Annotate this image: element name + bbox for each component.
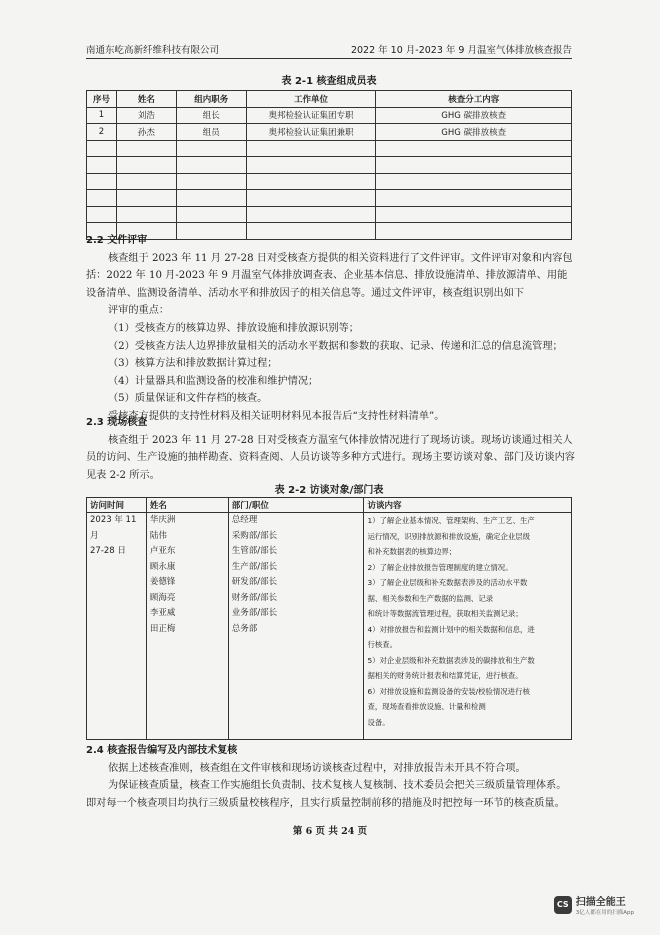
table-cell [87, 190, 117, 207]
table-cell [246, 190, 376, 207]
table-cell [116, 206, 176, 223]
interview-content-line: 和补充数据表的核算边界； [367, 547, 457, 556]
interview-content-line: 1）了解企业基本情况、管理架构、生产工艺、生产 [367, 516, 535, 525]
section-heading: 2.2 文件评审 [86, 235, 148, 246]
section-2-2 [86, 232, 576, 426]
interviewee-dept: 业务部/部长 [231, 608, 278, 618]
company-name: 南通东屹高新纤维科技有限公司 [86, 45, 220, 56]
table2-caption: 表 2-2 访谈对象/部门表 [274, 485, 384, 496]
col-header: 组内职务 [176, 91, 246, 108]
visit-time: 27-28 日 [90, 546, 126, 556]
table-row [87, 124, 572, 141]
page-header [86, 38, 572, 59]
interview-content-line: 3）了解企业层级和补充数据表涉及的活动水平数 [367, 578, 528, 587]
table-cell [246, 157, 376, 174]
interview-content-line: 查，现场查看排放设施、计量和检测 [367, 702, 486, 711]
scanner-watermark [554, 893, 634, 916]
section-heading: 2.4 核查报告编写及内部技术复核 [86, 745, 238, 756]
table-cell [87, 140, 117, 157]
table-cell: 刘浩 [116, 107, 176, 124]
table-cell [87, 173, 117, 190]
table-row [87, 206, 572, 223]
table-cell [246, 206, 376, 223]
interview-content-line: 6）对排放设施和监测设备的安装/校验情况进行核 [367, 686, 530, 696]
table-cell [116, 173, 176, 190]
table-cell [246, 140, 376, 157]
table-cell [116, 140, 176, 157]
interviewee-dept: 财务部/部长 [231, 592, 278, 603]
table1-caption: 表 2-1 核查组成员表 [281, 76, 377, 87]
table-cell [176, 173, 246, 190]
table-cell: 组员 [176, 124, 246, 141]
table-cell [376, 140, 572, 157]
scanner-app-name: 扫描全能王 [575, 897, 626, 908]
table-row [87, 140, 572, 157]
table-row [87, 513, 572, 740]
team-members-table [86, 90, 572, 240]
depts-cell [228, 513, 364, 740]
table2-header-row [87, 498, 572, 513]
list-item: （2）受核查方法人边界排放量相关的活动水平数据和参数的获取、记录、传递和汇总的信息流管理； [108, 340, 563, 352]
col-header: 姓名 [116, 91, 176, 108]
interviewee-name: 卢亚东 [149, 546, 176, 556]
table-cell [376, 190, 572, 207]
col-header: 访谈内容 [364, 498, 572, 513]
col-header: 序号 [87, 91, 117, 108]
col-header: 工作单位 [246, 91, 376, 108]
col-header: 部门/职位 [228, 498, 364, 513]
table-cell: 组长 [176, 107, 246, 124]
table-cell [87, 157, 117, 174]
table-cell [176, 206, 246, 223]
table-cell: GHG 碳排放核查 [376, 124, 572, 141]
table-cell: 奥邦检验认证集团专职 [246, 107, 376, 124]
interview-content-line: 4）对排放报告和监测计划中的相关数据和信息，进 [367, 624, 535, 634]
interview-content-line: 据、相关参数和生产数据的监测、记录 [367, 593, 494, 603]
table-cell: 孙杰 [116, 124, 176, 141]
scanner-logo-icon: CS [554, 896, 572, 914]
paragraph: 评审的重点： [108, 305, 170, 317]
paragraph: 核查组于 2023 年 11 月 27-28 日对受核查方温室气体排放情况进行了现场访谈。现场访谈通过相关人员的访问、生产设施的抽样勘查、资料查阅、人员访谈等多种方式进行。现场主要访谈对象、部门及访谈内容见表 2-2 所示。 [86, 434, 575, 481]
table-cell [376, 206, 572, 223]
interview-content-line: 设备。 [367, 717, 390, 727]
names-cell [146, 513, 228, 740]
interviewee-dept: 生产部/部长 [231, 561, 278, 572]
interviewee-dept: 总务部 [231, 623, 258, 634]
table-cell [116, 190, 176, 207]
interviewee-name: 姜德锋 [149, 577, 176, 587]
interviewee-name: 陆伟 [149, 530, 167, 541]
content-cell [364, 513, 572, 740]
table-row [87, 157, 572, 174]
interviewee-name: 田正梅 [149, 623, 176, 634]
interviewee-name: 华庆洲 [149, 515, 176, 525]
list-item: （4）计量器具和监测设备的校准和维护情况； [108, 375, 319, 387]
report-title: 2022 年 10 月-2023 年 9 月温室气体排放核查报告 [350, 45, 572, 56]
visit-time: 2023 年 11 月 [90, 515, 137, 541]
paragraph: 受核查方提供的支持性材料及相关证明材料见本报告后“支持性材料清单”。 [108, 410, 445, 422]
col-header: 核查分工内容 [376, 91, 572, 108]
visit-time-cell [87, 513, 147, 740]
table-cell [246, 173, 376, 190]
paragraph: 核查组于 2023 年 11 月 27-28 日对受核查方提供的相关资料进行了文件评审。文件评审对象和内容包括：2022 年 10 月-2023 年 9 月温室气体排放调查表、企业基本信息、排放设施清单、排放源清单、用能设备清单、监测设备清单、活动水平和排放因子的相关信息等。通过文件评审，核查组识别出如下 [86, 252, 573, 299]
section-heading: 2.3 现场核查 [86, 417, 148, 428]
section-2-4 [86, 742, 576, 812]
interviewee-name: 顾永康 [149, 561, 176, 572]
table-cell [87, 206, 117, 223]
col-header: 访问时间 [87, 498, 147, 513]
interviewee-dept: 采购部/部长 [231, 530, 278, 541]
table-row [87, 173, 572, 190]
list-item: （1）受核查方的核算边界、排放设施和排放源识别等； [108, 322, 359, 334]
interview-content-line: 行核查。 [367, 640, 398, 649]
table-cell [376, 173, 572, 190]
paragraph: 依据上述核查准则，核查组在文件审核和现场访谈核查过程中，对排放报告未开具不符合项。 [108, 762, 526, 774]
scanner-app-slogan: 3亿人都在用的扫描App [575, 910, 634, 916]
section-2-3 [86, 414, 576, 484]
page-number: 第 6 页 共 24 页 [292, 826, 368, 837]
interviewee-dept: 生管部/部长 [231, 546, 278, 556]
table-cell [176, 140, 246, 157]
interview-content-line: 据相关的财务统计报表和结算凭证，进行核查。 [367, 671, 523, 680]
table1-header-row [87, 91, 572, 108]
table-cell [376, 157, 572, 174]
table-cell [116, 157, 176, 174]
table-cell: 2 [87, 124, 117, 141]
paragraph: 为保证核查质量，核查工作实施组长负责制、技术复核人复核制、技术委员会把关三级质量管理体系。即对每一个核查项目均执行三级质量校核程序，且实行质量控制前移的措施及时把控每一环节的核查质量。 [86, 780, 567, 809]
table-row [87, 107, 572, 124]
table-cell: 奥邦检验认证集团兼职 [246, 124, 376, 141]
list-item: （3）核算方法和排放数据计算过程； [108, 358, 278, 370]
interview-table [86, 497, 572, 740]
interviewee-dept: 研发部/部长 [231, 577, 278, 587]
table-cell [176, 157, 246, 174]
interview-content-line: 和统计等数据流管理过程，获取相关监测记录； [367, 609, 523, 618]
interviewee-dept: 总经理 [231, 515, 258, 525]
table-row [87, 190, 572, 207]
table-cell: GHG 碳排放核查 [376, 107, 572, 124]
interview-content-line: 5）对企业层级和补充数据表涉及的碳排放和生产数 [367, 655, 535, 665]
table-cell: 1 [87, 107, 117, 124]
table-cell [176, 190, 246, 207]
list-item: （5）质量保证和文件存档的核查。 [108, 393, 268, 405]
interviewee-name: 顾海亮 [149, 592, 176, 603]
interviewee-name: 李亚威 [149, 608, 176, 618]
interview-content-line: 运行情况，识别排放源和排放设施，确定企业层级 [367, 531, 531, 541]
interview-content-line: 2）了解企业排放报告管理制度的建立情况。 [367, 562, 513, 572]
col-header: 姓名 [146, 498, 228, 513]
